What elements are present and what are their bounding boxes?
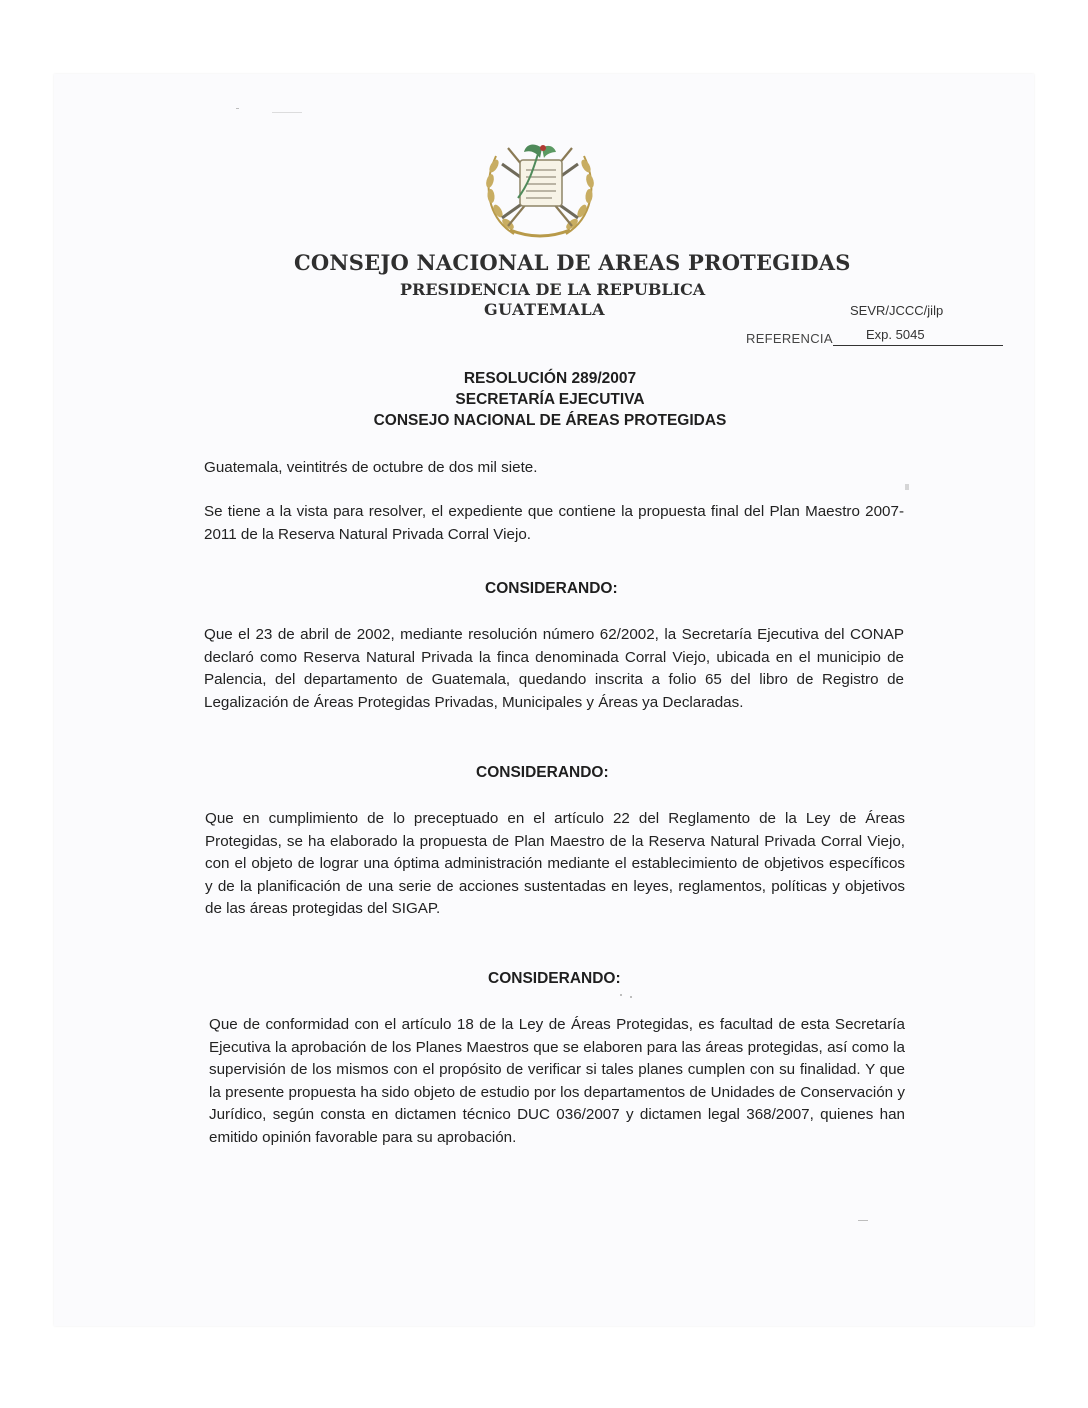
resolution-council: CONSEJO NACIONAL DE ÁREAS PROTEGIDAS — [373, 412, 727, 429]
country-line: GUATEMALA — [484, 300, 606, 319]
presidency-line: PRESIDENCIA DE LA REPUBLICA — [400, 280, 706, 299]
reference-underline — [833, 345, 1003, 346]
reference-label: REFERENCIA — [746, 331, 833, 346]
considerando-heading-2: CONSIDERANDO: — [476, 764, 609, 781]
resolution-office: SECRETARÍA EJECUTIVA — [455, 391, 645, 408]
considerando-heading-3: CONSIDERANDO: — [488, 970, 621, 987]
date-line: Guatemala, veintitrés de octubre de dos mil siete. — [204, 459, 538, 476]
scan-speck — [905, 484, 909, 490]
reference-expediente: Exp. 5045 — [866, 327, 925, 342]
scan-speck — [858, 1220, 868, 1221]
considerando-heading-1: CONSIDERANDO: — [485, 580, 618, 597]
scan-speck — [630, 996, 632, 998]
intro-paragraph: Se tiene a la vista para resolver, el expediente que contiene la propuesta final del Plan Maestro 2007-2011 de la Reserva Natural Privada Corral Viejo. — [204, 503, 904, 543]
reference-code: SEVR/JCCC/jilp — [850, 303, 944, 318]
organization-name: CONSEJO NACIONAL DE AREAS PROTEGIDAS — [294, 250, 851, 275]
considerando-paragraph-3: Que de conformidad con el artículo 18 de la Ley de Áreas Protegidas, es facultad de esta Secretaría Ejecutiva la aprobación de los Planes Maestros que se elaboren para las áreas protegidas, así como la supervisión de los mismos con el propósito de verificar si tales planes cumplen con su finalidad. Y que la presente propuesta ha sido objeto de estudio por los departamentos de Unidades de Conservación y Jurídico, según consta en dictamen técnico DUC 036/2007 y dictamen legal 368/2007, quienes han emitido opinión favorable para su aprobación. — [209, 1016, 905, 1146]
coat-of-arms-icon — [474, 126, 606, 246]
considerando-paragraph-2: Que en cumplimiento de lo preceptuado en el artículo 22 del Reglamento de la Ley de Áreas Protegidas, se ha elaborado la propuesta de Plan Maestro de la Reserva Natural Privada Corral Viejo, con el objeto de lograr una óptima administración mediante el establecimiento de objetivos específicos y de la planificación de una serie de acciones sustentadas en leyes, reglamentos, políticas y objetivos de las áreas protegidas del SIGAP. — [205, 810, 905, 917]
resolution-title — [300, 368, 800, 431]
scan-speck — [272, 112, 302, 113]
resolution-number: RESOLUCIÓN 289/2007 — [463, 370, 637, 387]
scan-speck — [620, 994, 622, 996]
scan-speck — [236, 108, 239, 109]
considerando-paragraph-1: Que el 23 de abril de 2002, mediante resolución número 62/2002, la Secretaría Ejecutiva del CONAP declaró como Reserva Natural Privada la finca denominada Corral Viejo, ubicada en el municipio de Palencia, del departamento de Guatemala, quedando inscrita a folio 65 del libro de Registro de Legalización de Áreas Protegidas Privadas, Municipales y Áreas ya Declaradas. — [204, 626, 904, 711]
